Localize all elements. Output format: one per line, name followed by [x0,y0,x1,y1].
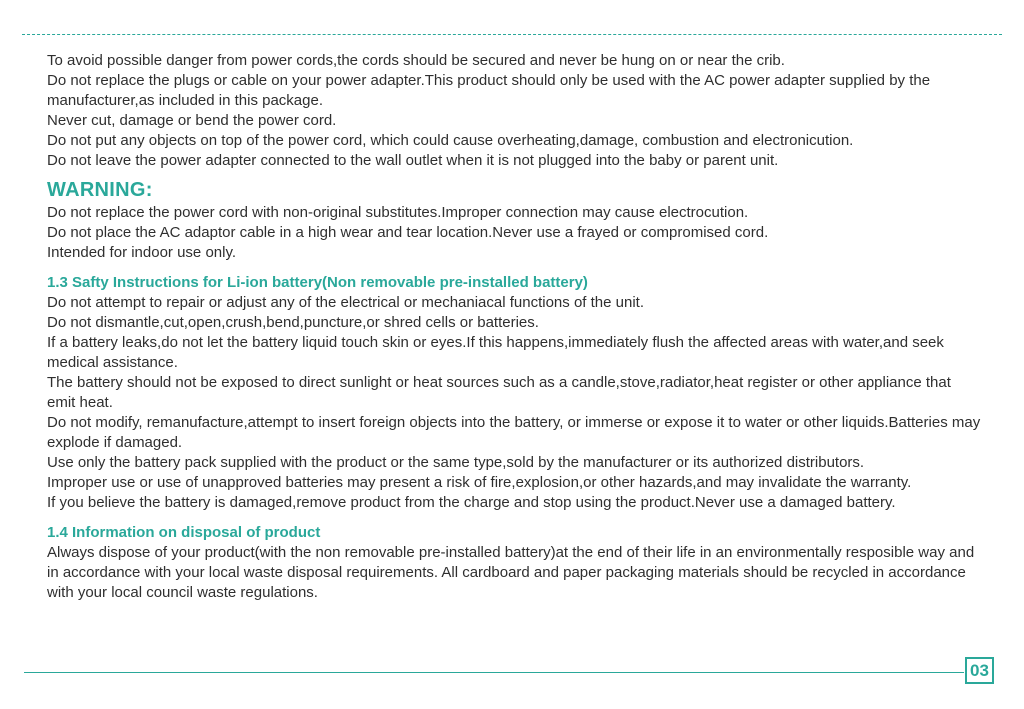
warning-heading: WARNING: [47,179,153,201]
top-dashed-divider [22,34,1002,35]
paragraph: Always dispose of your product(with the non removable pre-installed battery)at the end of their life in an environmentally resposible way and in accordance with your local waste disposal requirements. All cardboard and paper packaging materials should be recycled in accordance with your local council waste regulations. [47,544,975,601]
paragraph: Do not place the AC adaptor cable in a high wear and tear location.Never use a frayed or compromised cord. [47,224,769,241]
paragraph: If a battery leaks,do not let the battery liquid touch skin or eyes.If this happens,immediately flush the affected areas with water,and seek medical assistance. [47,334,944,371]
paragraph: Do not modify, remanufacture,attempt to insert foreign objects into the battery, or immerse or expose it to water or other liquids.Batteries may explode if damaged. [47,414,981,451]
paragraph: Do not put any objects on top of the power cord, which could cause overheating,damage, combustion and electronicution. [47,132,854,149]
paragraph: To avoid possible danger from power cords,the cords should be secured and never be hung on or near the crib. [47,52,785,69]
warning-block [47,203,982,263]
page-number-badge: 03 [965,657,994,684]
battery-safety-block [47,293,982,513]
paragraph: Do not leave the power adapter connected to the wall outlet when it is not plugged into the baby or parent unit. [47,152,779,169]
paragraph: Do not replace the power cord with non-original substitutes.Improper connection may cause electrocution. [47,204,749,221]
paragraph: Use only the battery pack supplied with the product or the same type,sold by the manufacturer or its authorized distributors. [47,454,865,471]
paragraph: Intended for indoor use only. [47,244,237,261]
section-heading-battery: 1.3 Safty Instructions for Li-ion battery(Non removable pre-installed battery) [47,274,588,291]
manual-page-content [47,51,982,603]
section-heading-disposal: 1.4 Information on disposal of product [47,524,321,541]
paragraph: If you believe the battery is damaged,remove product from the charge and stop using the product.Never use a damaged battery. [47,494,896,511]
paragraph: Do not attempt to repair or adjust any of the electrical or mechaniacal functions of the unit. [47,294,644,311]
disposal-block [47,543,982,603]
paragraph: Do not replace the plugs or cable on your power adapter.This product should only be used with the AC power adapter supplied by the manufacturer,as included in this package. [47,72,931,109]
paragraph: Do not dismantle,cut,open,crush,bend,puncture,or shred cells or batteries. [47,314,539,331]
power-cord-safety-block [47,51,982,171]
bottom-divider [24,672,964,673]
paragraph: The battery should not be exposed to direct sunlight or heat sources such as a candle,stove,radiator,heat register or other appliance that emit heat. [47,374,951,411]
paragraph: Improper use or use of unapproved batteries may present a risk of fire,explosion,or other hazards,and may invalidate the warranty. [47,474,912,491]
paragraph: Never cut, damage or bend the power cord. [47,112,337,129]
